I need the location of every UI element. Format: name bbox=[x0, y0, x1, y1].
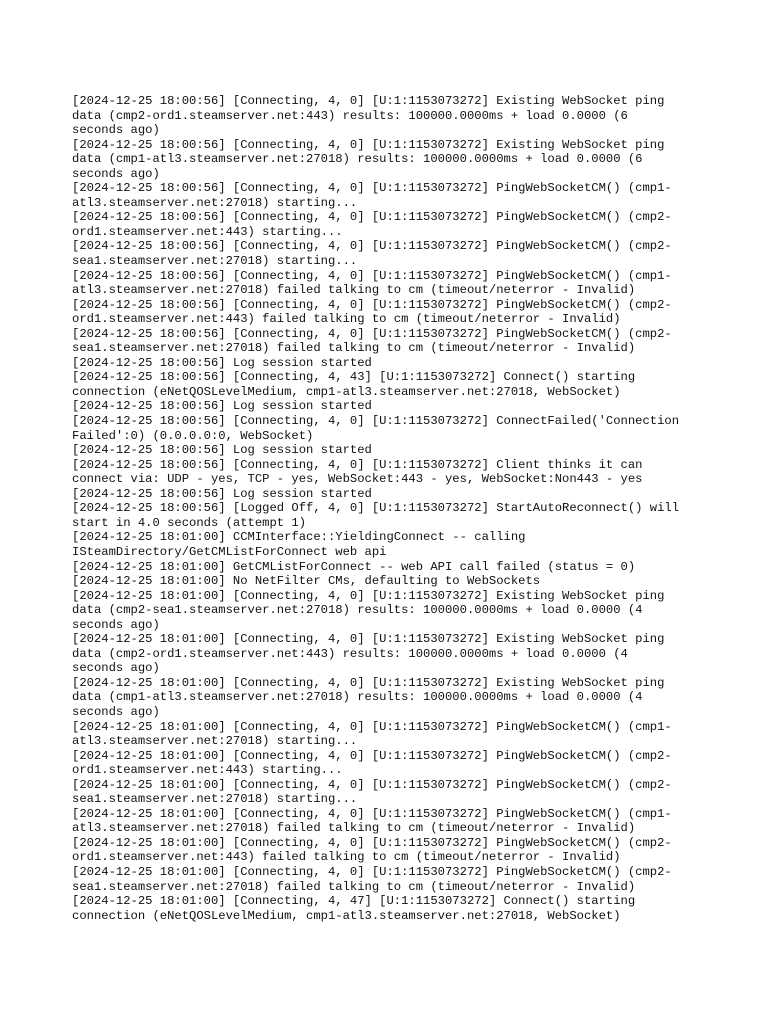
log-line: [2024-12-25 18:00:56] [Connecting, 4, 0] [U:1:1153073272] PingWebSocketCM() (cmp2- sea1.steamserver.net:27018) starting... bbox=[72, 239, 672, 269]
log-line: [2024-12-25 18:00:56] [Connecting, 4, 0] [U:1:1153073272] PingWebSocketCM() (cmp2- ord1.steamserver.net:443) failed talking to cm (timeout/neterror - Invalid) bbox=[72, 297, 672, 327]
log-line: [2024-12-25 18:01:00] [Connecting, 4, 47] [U:1:1153073272] Connect() starting connection (eNetQOSLevelMedium, cmp1-atl3.steamserver.net:27018, WebSocket) bbox=[72, 894, 636, 923]
log-line: [2024-12-25 18:01:00] [Connecting, 4, 0] [U:1:1153073272] Existing WebSocket ping data (cmp2-sea1.steamserver.net:27018) results: 100000.0000ms + load 0.0000 (4 seconds ago) bbox=[72, 588, 665, 632]
log-line: [2024-12-25 18:01:00] [Connecting, 4, 0] [U:1:1153073272] Existing WebSocket ping data (cmp1-atl3.steamserver.net:27018) results: 100000.0000ms + load 0.0000 (4 seconds ago) bbox=[72, 675, 665, 719]
log-line: [2024-12-25 18:00:56] Log session started bbox=[72, 399, 372, 414]
log-line: [2024-12-25 18:01:00] [Connecting, 4, 0] [U:1:1153073272] PingWebSocketCM() (cmp2- ord1.steamserver.net:443) starting... bbox=[72, 748, 672, 778]
log-line: [2024-12-25 18:00:56] [Connecting, 4, 0] [U:1:1153073272] Client thinks it can connect via: UDP - yes, TCP - yes, WebSocket:443 - yes, WebSocket:Non443 - yes bbox=[72, 457, 643, 487]
log-line: [2024-12-25 18:01:00] [Connecting, 4, 0] [U:1:1153073272] PingWebSocketCM() (cmp1- atl3.steamserver.net:27018) failed talking to cm (timeout/neterror - Invalid) bbox=[72, 806, 672, 836]
log-line: [2024-12-25 18:01:00] No NetFilter CMs, defaulting to WebSockets bbox=[72, 574, 541, 589]
log-line: [2024-12-25 18:01:00] [Connecting, 4, 0] [U:1:1153073272] PingWebSocketCM() (cmp2- sea1.steamserver.net:27018) starting... bbox=[72, 777, 672, 807]
log-line: [2024-12-25 18:00:56] Log session started bbox=[72, 443, 372, 458]
log-line: [2024-12-25 18:00:56] Log session started bbox=[72, 486, 372, 501]
log-line: [2024-12-25 18:01:00] [Connecting, 4, 0] [U:1:1153073272] PingWebSocketCM() (cmp2- sea1.steamserver.net:27018) failed talking to cm (timeout/neterror - Invalid) bbox=[72, 864, 672, 894]
log-line: [2024-12-25 18:00:56] [Connecting, 4, 0] [U:1:1153073272] PingWebSocketCM() (cmp2- ord1.steamserver.net:443) starting... bbox=[72, 210, 672, 239]
log-line: [2024-12-25 18:00:56] [Connecting, 4, 0] [U:1:1153073272] PingWebSocketCM() (cmp1- atl3.steamserver.net:27018) failed talking to cm (timeout/neterror - Invalid) bbox=[72, 268, 672, 298]
log-line: [2024-12-25 18:01:00] [Connecting, 4, 0] [U:1:1153073272] Existing WebSocket ping data (cmp2-ord1.steamserver.net:443) results: 100000.0000ms + load 0.0000 (4 seconds ago) bbox=[72, 632, 665, 676]
log-line: [2024-12-25 18:01:00] [Connecting, 4, 0] [U:1:1153073272] PingWebSocketCM() (cmp1- atl3.steamserver.net:27018) starting... bbox=[72, 719, 672, 749]
log-line: [2024-12-25 18:00:56] [Connecting, 4, 0] [U:1:1153073272] Existing WebSocket ping data (cmp1-atl3.steamserver.net:27018) results: 100000.0000ms + load 0.0000 (6 seconds ago) bbox=[72, 137, 665, 181]
log-line: [2024-12-25 18:01:00] [Connecting, 4, 0] [U:1:1153073272] PingWebSocketCM() (cmp2- ord1.steamserver.net:443) failed talking to cm (timeout/neterror - Invalid) bbox=[72, 835, 672, 865]
log-line: [2024-12-25 18:01:00] GetCMListForConnect -- web API call failed (status = 0) bbox=[72, 559, 636, 574]
log-line: [2024-12-25 18:00:56] Log session started bbox=[72, 355, 372, 370]
log-line: [2024-12-25 18:00:56] [Connecting, 4, 0] [U:1:1153073272] Existing WebSocket ping data (cmp2-ord1.steamserver.net:443) results: 100000.0000ms + load 0.0000 (6 seconds ago) bbox=[72, 94, 665, 138]
log-line: [2024-12-25 18:01:00] CCMInterface::YieldingConnect -- calling ISteamDirectory/GetCMListForConnect web api bbox=[72, 530, 526, 559]
log-line: [2024-12-25 18:00:56] [Connecting, 4, 0] [U:1:1153073272] PingWebSocketCM() (cmp2- sea1.steamserver.net:27018) failed talking to cm (timeout/neterror - Invalid) bbox=[72, 326, 672, 356]
log-line: [2024-12-25 18:00:56] [Connecting, 4, 0] [U:1:1153073272] PingWebSocketCM() (cmp1- atl3.steamserver.net:27018) starting... bbox=[72, 181, 672, 210]
log-line: [2024-12-25 18:00:56] [Connecting, 4, 0] [U:1:1153073272] ConnectFailed('Connection Failed':0) (0.0.0.0:0, WebSocket) bbox=[72, 414, 680, 443]
log-document bbox=[72, 94, 722, 923]
log-line: [2024-12-25 18:00:56] [Connecting, 4, 43] [U:1:1153073272] Connect() starting connection (eNetQOSLevelMedium, cmp1-atl3.steamserver.net:27018, WebSocket) bbox=[72, 370, 636, 399]
log-line: [2024-12-25 18:00:56] [Logged Off, 4, 0] [U:1:1153073272] StartAutoReconnect() will start in 4.0 seconds (attempt 1) bbox=[72, 501, 680, 530]
